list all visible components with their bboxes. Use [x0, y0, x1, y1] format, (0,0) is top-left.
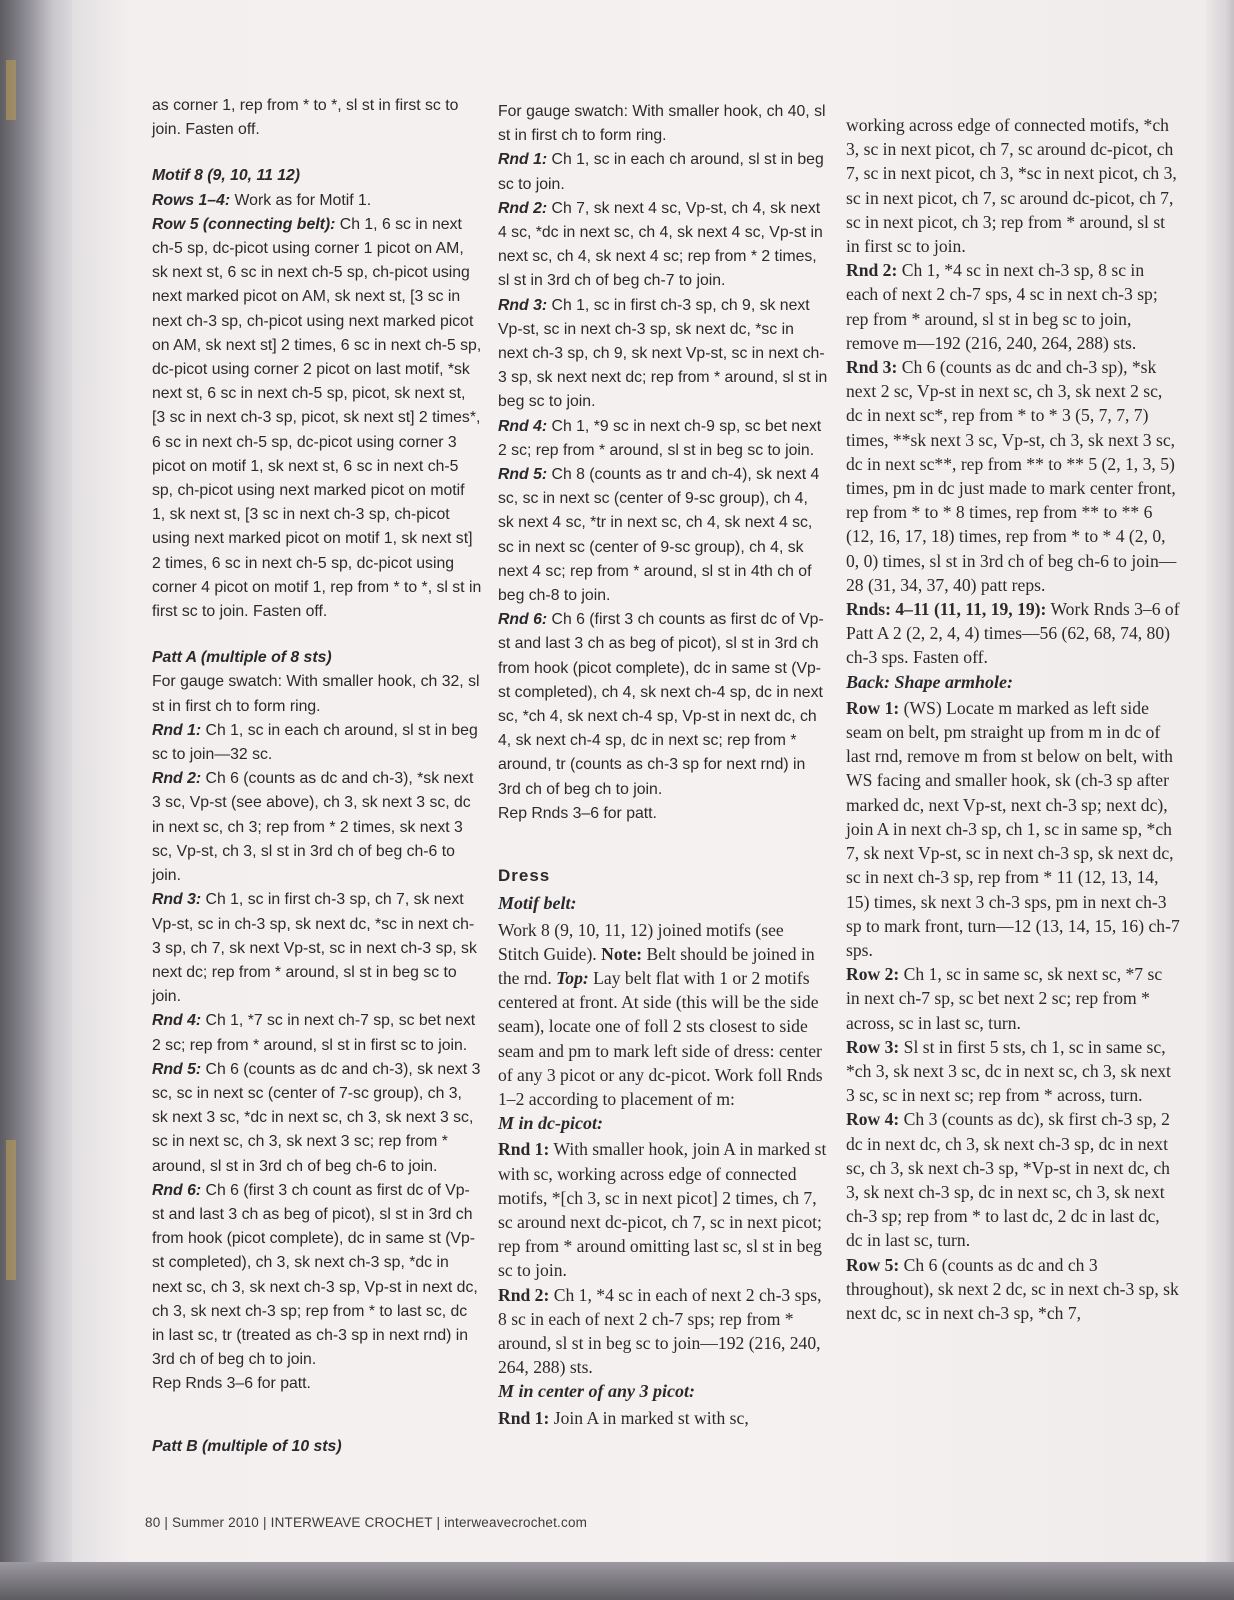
column-3	[846, 113, 1180, 1325]
instruction-paragraph	[846, 1035, 1180, 1108]
step-text: Work as for Motif 1.	[230, 191, 372, 209]
instruction-paragraph	[152, 888, 482, 1009]
instruction-paragraph	[846, 696, 1180, 962]
step-text: Work Rnds 3–6 of Patt A 2 (2, 2, 4, 4) times—56 (62, 68, 74, 80) ch-3 sps. Fasten off.	[846, 599, 1180, 668]
page-edge	[1206, 0, 1234, 1600]
step-text: Ch 1, sc in same sc, sk next sc, *7 sc in next ch-7 sp, sc bet next 2 sc; rep from * across, sc in last sc, turn.	[846, 964, 1163, 1033]
step-label: Rnd 2:	[498, 1284, 550, 1305]
step-label: Rows 1–4:	[152, 191, 231, 209]
step-label: Row 5:	[846, 1254, 900, 1275]
step-text: Ch 8 (counts as tr and ch-4), sk next 4 sc, sc in next sc (center of 9-sc group), ch 4, sk next 4 sc, *tr in next sc, ch 4, sk next 4 sc, sc in next sc (center of 9-sc group), ch 4, sk next 4 sc; rep from * around, sl st in 4th ch of beg ch-8 to join.	[498, 466, 820, 605]
dress-heading: Dress	[498, 866, 551, 886]
step-text: With smaller hook, join A in marked st with sc, working across edge of connected motifs, *[ch 3, sc in next picot] 2 times, ch 7, sc around next dc-picot, ch 7, sc in next picot; rep from * around omitting last sc, sl st in beg sc to join.	[498, 1139, 827, 1281]
step-text: Join A in marked st with sc,	[549, 1407, 749, 1428]
instruction-paragraph	[498, 100, 828, 148]
instruction-paragraph	[498, 1283, 828, 1380]
step-text: Ch 6 (counts as dc and ch-3), *sk next 3 sc, Vp-st (see above), ch 3, sk next 3 sc, dc in next sc, ch 3; rep from * 2 times, sk next 3 sc, Vp-st, ch 3, sl st in 3rd ch of beg ch-6 to join.	[152, 770, 474, 885]
step-text: Ch 6 (counts as dc and ch-3), sk next 3 sc, sc in next sc (center of 7-sc group), ch 3, sk next 3 sc, *dc in next sc, ch 3, sk next 3 sc, sc in next sc, ch 3, sk next 3 sc; rep from * around, sl st in 3rd ch of beg ch-6 to join.	[152, 1060, 481, 1175]
step-text: Sl st in first 5 sts, ch 1, sc in same sc, *ch 3, sk next 3 sc, dc in next sc, ch 3, sk next 3 sc, sc in next sc; rep from * across, turn.	[846, 1036, 1171, 1106]
step-label: Top:	[556, 967, 589, 988]
instruction-paragraph	[498, 197, 828, 294]
step-label: Motif 8 (9, 10, 11 12)	[152, 167, 301, 185]
instruction-paragraph	[152, 767, 482, 888]
note-label: Note:	[601, 943, 643, 964]
step-text: Work 8 (9, 10, 11, 12) joined motifs (see Stitch Guide).	[498, 919, 784, 964]
step-text: Ch 3 (counts as dc), sk first ch-3 sp, 2 dc in next dc, ch 3, sk next ch-3 sp, dc in next sc, ch 3, sk next ch-3 sp, *Vp-st in next dc, ch 3, sk next ch-3 sp, dc in next sc, ch 3, sk next ch-3 sp; rep from * to last dc, 2 dc in last dc, dc in last sc, turn.	[846, 1109, 1170, 1251]
instruction-paragraph	[152, 1435, 482, 1459]
instruction-paragraph	[846, 1253, 1180, 1326]
step-label: Rnd 2:	[498, 199, 548, 217]
step-text: Rep Rnds 3–6 for patt.	[498, 804, 657, 822]
step-text: (WS) Locate m marked as left side seam on belt, pm straight up from m in dc of last rnd, remove m from st below on belt, with WS facing and smaller hook, sk (ch-3 sp after marked dc, next Vp-st, next ch-3 sp; next dc), join A in next ch-3 sp, ch 1, sc in same sp, *ch 7, sk next Vp-st, sc in next ch-3 sp, sk next dc, sc in next ch-3 sp, rep from * 11 (12, 13, 14, 15) times, sk next 3 ch-3 sps, pm in next ch-3 sp to mark front, turn—12 (13, 14, 15, 16) ch-7 sps.	[846, 697, 1180, 960]
subheading: Back: Shape armhole:	[846, 671, 1014, 692]
step-text: as corner 1, rep from * to *, sl st in first sc to join. Fasten off.	[152, 97, 459, 139]
step-text: Ch 1, 6 sc in next ch-5 sp, dc-picot using corner 1 picot on AM, sk next st, 6 sc in next ch-5 sp, ch-picot using next marked picot on AM, sk next st, [3 sc in next ch-3 sp, ch-picot using next marked picot on AM, sk next st] 2 times, 6 sc in next ch-5 sp, dc-picot using corner 2 picot on last motif, *sk next st, 6 sc in next ch-5 sp, picot, sk next st, [3 sc in next ch-3 sp, picot, sk next st] 2 times*, 6 sc in next ch-5 sp, dc-picot using corner 3 picot on motif 1, sk next st, 6 sc in next ch-5 sp, ch-picot using next marked picot on motif 1, sk next st, [3 sc in next ch-3 sp, ch-picot using next marked picot on motif 1, sk next st] 2 times, 6 sc in next ch-5 sp, dc-picot using corner 4 picot on motif 1, rep from * to *, sl st in first sc to join. Fasten off.	[152, 215, 482, 621]
instruction-paragraph	[152, 1179, 482, 1373]
instruction-paragraph	[152, 1058, 482, 1179]
step-label: Patt A (multiple of 8 sts)	[152, 649, 332, 667]
step-text: Lay belt flat with 1 or 2 motifs centered at front. At side (this will be the side seam), locate one of foll 2 sts closest to side seam and pm to mark left side of dress: center of any 3 picot or any dc-picot. Work foll Rnds 1–2 according to placement of m:	[498, 967, 823, 1109]
step-label: Row 5 (connecting belt):	[152, 215, 336, 233]
step-text: For gauge swatch: With smaller hook, ch 40, sl st in first ch to form ring.	[498, 103, 826, 145]
step-text: For gauge swatch: With smaller hook, ch 32, sl st in first ch to form ring.	[152, 673, 480, 715]
spine-strip	[6, 1140, 16, 1280]
instruction-paragraph	[152, 94, 482, 142]
instruction-paragraph	[498, 148, 828, 196]
step-text: Ch 1, *7 sc in next ch-7 sp, sc bet next 2 sc; rep from * around, sl st in first sc to join.	[152, 1012, 476, 1054]
step-text: Ch 7, sk next 4 sc, Vp-st, ch 4, sk next 4 sc, *dc in next sc, ch 4, sk next 4 sc, Vp-st in next sc, ch 4, sk next 4 sc; rep from * 2 times, sl st in 3rd ch of beg ch-7 to join.	[498, 199, 823, 290]
subsection-title	[498, 1379, 828, 1405]
instruction-paragraph	[152, 719, 482, 767]
step-label: Row 3:	[846, 1036, 900, 1057]
instruction-paragraph	[846, 355, 1180, 597]
step-label: Rnd 6:	[498, 611, 548, 629]
step-text: Ch 6 (first 3 ch count as first dc of Vp-st and last 3 ch as beg of picot), sl st in 3rd ch from hook (picot complete), dc in same st (Vp-st completed), ch 3, sk next ch-3 sp, *dc in next sc, ch 3, sk next ch-3 sp, Vp-st in next dc, ch 3, sk next ch-3 sp; rep from * to last sc, dc in last sc, tr (treated as ch-3 sp in next rnd) in 3rd ch of beg ch to join.	[152, 1181, 478, 1369]
step-text: Ch 1, *9 sc in next ch-9 sp, sc bet next 2 sc; rep from * around, sl st in beg sc to join.	[498, 417, 822, 459]
step-label: Rnd 1:	[498, 151, 548, 169]
step-text: working across edge of connected motifs, *ch 3, sc in next picot, ch 7, sc around dc-picot, ch 7, sc in next picot, ch 3, *sc in next picot, ch 3, sc in next picot, ch 7, sc around dc-picot, ch 7, sc in next picot, ch 3; rep from * around, sl st in first sc to join.	[846, 115, 1177, 257]
binding-shadow	[0, 0, 82, 1600]
page-footer: 80 | Summer 2010 | INTERWEAVE CROCHET | interweavecrochet.com	[145, 1515, 588, 1530]
instruction-paragraph	[152, 646, 482, 670]
step-label: Rnd 2:	[846, 260, 898, 281]
page-bottom-shadow	[0, 1562, 1234, 1600]
step-label: Rnd 3:	[846, 357, 898, 378]
instruction-paragraph	[846, 258, 1180, 355]
instruction-paragraph	[846, 1107, 1180, 1252]
step-label: Rnd 2:	[152, 770, 202, 788]
step-label: Rnds: 4–11 (11, 11, 19, 19):	[846, 599, 1047, 620]
step-label: Rnd 3:	[152, 891, 202, 909]
step-label: Rnd 6:	[152, 1181, 202, 1199]
subsection-title	[846, 670, 1180, 696]
step-label: Rnd 1:	[152, 721, 202, 739]
step-label: Rnd 1:	[498, 1139, 550, 1160]
step-text: Ch 6 (counts as dc and ch-3 sp), *sk next 2 sc, Vp-st in next sc, ch 3, sk next 2 sc, dc in next sc*, rep from * to * 3 (5, 7, 7, 7) times, **sk next 3 sc, Vp-st, ch 3, sk next 3 sc, dc in next sc**, rep from ** to ** 5 (2, 1, 3, 5) times, pm in dc just made to mark center front, rep from * to * 8 times, rep from ** to ** 6 (12, 16, 17, 18) times, rep from * to * 4 (2, 0, 0, 0) times, sl st in 3rd ch of beg ch-6 to join—28 (31, 34, 37, 40) patt reps.	[846, 357, 1177, 595]
subsection-title	[498, 1111, 828, 1137]
instruction-paragraph	[498, 608, 828, 802]
step-text: Ch 1, sc in each ch around, sl st in beg sc to join—32 sc.	[152, 721, 478, 764]
step-label: Rnd 4:	[498, 417, 548, 435]
instruction-paragraph	[152, 164, 482, 188]
instruction-paragraph	[498, 1406, 828, 1430]
step-label: Rnd 4:	[152, 1012, 202, 1030]
column-1	[152, 94, 482, 1459]
step-label: Row 4:	[846, 1109, 900, 1130]
instruction-paragraph	[498, 802, 828, 826]
step-text: Ch 6 (counts as dc and ch 3 throughout), sk next 2 dc, sc in next ch-3 sp, sk next dc, sc in next ch-3 sp, *ch 7,	[846, 1254, 1179, 1323]
instruction-paragraph	[498, 463, 828, 608]
step-text: Rep Rnds 3–6 for patt.	[152, 1375, 311, 1393]
step-text: Ch 1, *4 sc in each of next 2 ch-3 sps, 8 sc in each of next 2 ch-7 sps; rep from * around, sl st in beg sc to join—192 (216, 240, 264, 288) sts.	[498, 1284, 822, 1378]
instruction-paragraph	[152, 670, 482, 718]
step-text: Ch 1, sc in first ch-3 sp, ch 7, sk next Vp-st, sc in ch-3 sp, sk next dc, *sc in next ch-3 sp, ch 7, sk next Vp-st, sc in next ch-3 sp, sk next dc; rep from * around, sl st in beg sc to join.	[152, 891, 477, 1006]
subheading: M in dc-picot:	[498, 1113, 603, 1134]
column-2	[498, 100, 828, 1430]
step-label: Row 1:	[846, 697, 900, 718]
step-text: Belt should be joined in the rnd.	[498, 943, 815, 988]
step-text: Ch 6 (first 3 ch counts as first dc of Vp-st and last 3 ch as beg of picot), sl st in 3rd ch from hook (picot complete), dc in same st (Vp-st completed), ch 4, sk next ch-4 sp, dc in next sc, *ch 4, sk next ch-4 sp, Vp-st in next dc, ch 4, sk next ch-4 sp, dc in next sc; rep from * around, tr (counts as ch-3 sp for next rnd) in 3rd ch of beg ch to join.	[498, 611, 824, 798]
step-label: Row 2:	[846, 964, 900, 985]
instruction-paragraph	[498, 1137, 828, 1282]
step-label: Rnd 3:	[498, 296, 548, 314]
instruction-paragraph	[846, 597, 1180, 670]
instruction-paragraph	[498, 415, 828, 463]
step-label: Rnd 5:	[498, 466, 548, 484]
step-label: Rnd 5:	[152, 1060, 202, 1078]
step-label: Patt B (multiple of 10 sts)	[152, 1437, 342, 1455]
instruction-paragraph	[498, 918, 828, 1112]
step-text: Ch 1, sc in each ch around, sl st in beg sc to join.	[498, 151, 824, 193]
instruction-paragraph	[152, 1372, 482, 1396]
step-text: Ch 1, *4 sc in next ch-3 sp, 8 sc in each of next 2 ch-7 sps, 4 sc in next ch-3 sp; rep from * around, sl st in beg sc to join, remove m—192 (216, 240, 264, 288) sts.	[846, 260, 1158, 353]
instruction-paragraph	[152, 1009, 482, 1057]
instruction-paragraph	[846, 962, 1180, 1035]
step-label: Rnd 1:	[498, 1407, 550, 1428]
subheading: M in center of any 3 picot:	[498, 1381, 695, 1402]
section-title	[498, 864, 828, 889]
instruction-paragraph	[846, 113, 1180, 258]
instruction-paragraph	[152, 189, 482, 213]
subheading: Motif belt:	[498, 893, 577, 914]
instruction-paragraph	[498, 294, 828, 415]
instruction-paragraph	[152, 213, 482, 624]
step-text: Ch 1, sc in first ch-3 sp, ch 9, sk next Vp-st, sc in next ch-3 sp, sk next dc, *sc in next ch-3 sp, ch 9, sk next Vp-st, sc in next ch-3 sp, sk next next dc; rep from * around, sl st in beg sc to join.	[498, 296, 828, 411]
spine-strip	[6, 60, 16, 120]
subsection-title	[498, 891, 828, 917]
